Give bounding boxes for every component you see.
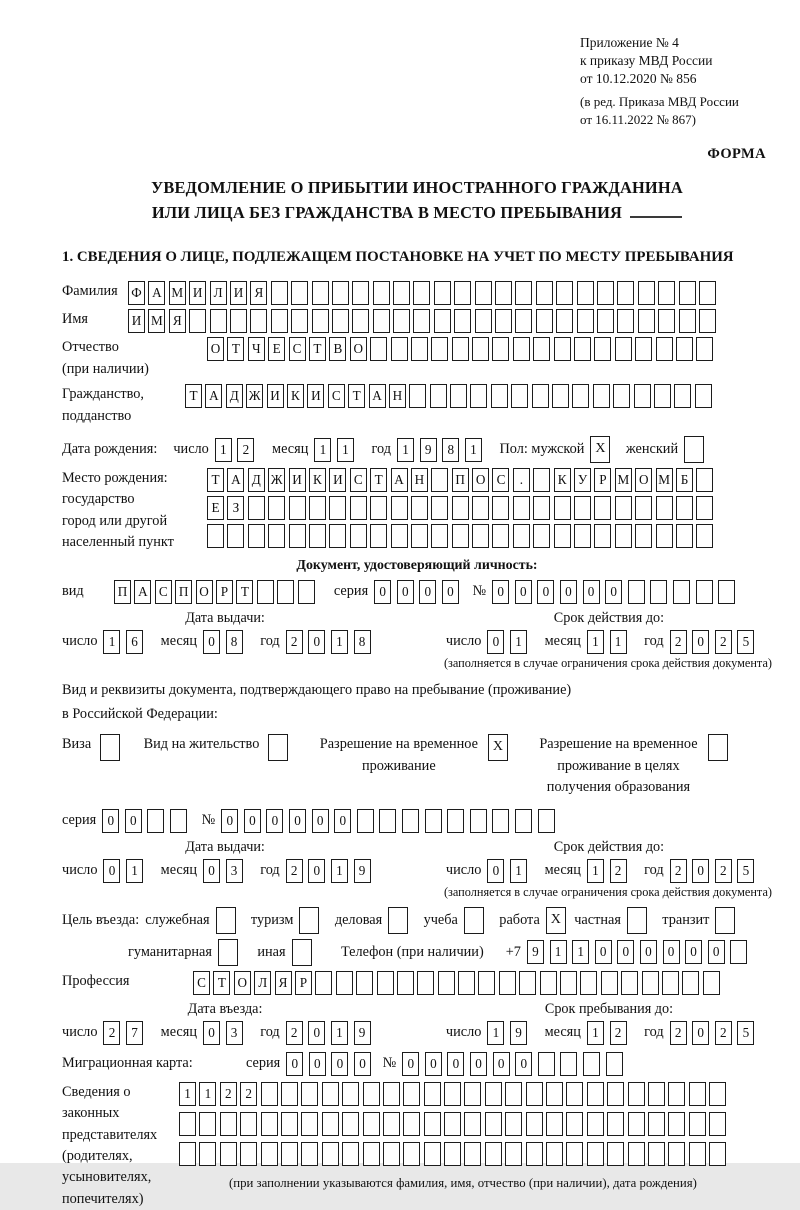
year-word: год [260, 1024, 280, 1041]
purpose-work-checkbox[interactable]: X [546, 907, 569, 934]
permit-dates [62, 839, 772, 883]
doc-validity-note: (заполняется в случае ограничения срока действия документа) [443, 655, 772, 670]
entry-day-cells[interactable]: 2 7 [103, 1021, 148, 1045]
entry-date-group [62, 1001, 388, 1045]
guardians-section [62, 1082, 772, 1210]
birthplace-section [62, 468, 772, 554]
guardians-row3-cells[interactable] [179, 1142, 730, 1166]
form-title-line1: УВЕДОМЛЕНИЕ О ПРИБЫТИИ ИНОСТРАННОГО ГРАЖДАНИНА [151, 178, 683, 198]
purpose-row [62, 907, 772, 934]
permit-series-row [62, 809, 772, 833]
purpose-option-label: служебная [145, 911, 210, 928]
doc-type-label: вид [62, 583, 84, 600]
permit-series-cells[interactable]: 0 0 [102, 809, 192, 833]
profession-label: Профессия [62, 972, 130, 989]
number-word: № [201, 812, 216, 829]
series-word: серия [246, 1055, 281, 1072]
day-word: число [445, 862, 482, 879]
purpose-business-checkbox[interactable] [388, 907, 411, 934]
stay-until-header: Срок пребывания до: [544, 1000, 674, 1017]
permit-validity-note: (заполняется в случае ограничения срока действия документа) [443, 884, 772, 899]
permit-validity-header: Срок действия до: [553, 838, 665, 855]
permit-number-cells[interactable]: 0 0 0 0 0 0 [221, 809, 560, 833]
doc-issue-day-cells[interactable]: 1 6 [103, 630, 148, 654]
day-word: число [445, 1024, 482, 1041]
birthplace-row2-cells[interactable]: Е З [207, 496, 717, 520]
phone-label: Телефон (при наличии) [340, 943, 484, 960]
purpose-option-label: транзит [662, 911, 710, 928]
permit-valid-day-cells[interactable]: 0 1 [487, 859, 532, 883]
temp-residence-edu-checkbox[interactable] [708, 734, 731, 761]
entry-dates [62, 1001, 772, 1045]
month-word: месяц [160, 1024, 197, 1041]
doc-valid-month-cells[interactable]: 1 1 [587, 630, 632, 654]
purpose-option-label: гуманитарная [128, 943, 212, 960]
section1-heading: 1. СВЕДЕНИЯ О ЛИЦЕ, ПОДЛЕЖАЩЕМ ПОСТАНОВКЕ НА УЧЕТ ПО МЕСТУ ПРЕБЫВАНИЯ [62, 249, 734, 266]
temp-residence-option [320, 734, 512, 777]
doc-valid-day-cells[interactable]: 0 1 [487, 630, 532, 654]
birthdate-row [62, 436, 772, 463]
guardians-label: Сведения о законных представителях (родителях, усыновителях, попечителях) [62, 1083, 158, 1207]
citizenship-row [62, 384, 772, 427]
doc-validity-header: Срок действия до: [553, 609, 665, 626]
year-word: год [371, 441, 392, 458]
profession-row [62, 971, 772, 995]
form-title-line2: ИЛИ ЛИЦА БЕЗ ГРАЖДАНСТВА В МЕСТО ПРЕБЫВАНИЯ [62, 201, 772, 226]
birthplace-label: Место рождения: государство город или другой населенный пункт [62, 470, 174, 551]
year-word: год [644, 862, 664, 879]
purpose-study-checkbox[interactable] [464, 907, 487, 934]
number-word: № [472, 583, 487, 600]
guardians-row1-cells[interactable]: 1 1 2 2 [179, 1082, 730, 1106]
sex-female-label: женский [625, 441, 679, 458]
entry-month-cells[interactable]: 0 3 [203, 1021, 248, 1045]
year-word: год [644, 1024, 664, 1041]
form-title [62, 176, 772, 225]
phone-prefix: +7 [505, 943, 521, 960]
patronymic-cells[interactable]: О Т Ч Е С Т В О [207, 337, 717, 361]
surname-cells[interactable]: Ф А М И Л И Я [128, 281, 719, 305]
year-word: год [644, 633, 664, 650]
migration-number-cells[interactable]: 0 0 0 0 0 0 [402, 1052, 628, 1076]
name-row [62, 309, 772, 333]
permit-valid-month-cells[interactable]: 1 2 [587, 859, 632, 883]
permit-issue-day-cells[interactable]: 0 1 [103, 859, 148, 883]
migration-card-row [62, 1052, 772, 1076]
purpose-option-label: туризм [250, 911, 294, 928]
purpose-private-checkbox[interactable] [627, 907, 650, 934]
month-word: месяц [544, 862, 581, 879]
purpose-option-label: деловая [334, 911, 383, 928]
residence-doc-options [62, 734, 772, 798]
patronymic-label: Отчество (при наличии) [62, 339, 149, 377]
entry-year-cells[interactable]: 2 0 1 9 [286, 1021, 376, 1045]
visa-checkbox[interactable] [100, 734, 123, 761]
birth-year-cells[interactable]: 1 9 8 1 [397, 438, 487, 462]
guardians-note: (при заполнении указываются фамилия, имя, отчество (при наличии), дата рождения) [229, 1175, 697, 1190]
temp-residence-edu-label: Разрешение на временное проживание в целях получения образования [539, 736, 698, 796]
doc-issue-group [62, 610, 388, 654]
permit-issue-year-cells[interactable]: 2 0 1 9 [286, 859, 376, 883]
stay-year-cells[interactable]: 2 0 2 5 [670, 1021, 760, 1045]
doc-number-cells[interactable]: 0 0 0 0 0 0 [492, 580, 741, 604]
title-blank-line [630, 202, 682, 218]
residence-permit-option [144, 734, 292, 761]
doc-series-cells[interactable]: 0 0 0 0 [374, 580, 464, 604]
purpose-official-checkbox[interactable] [216, 907, 239, 934]
day-word: число [445, 633, 482, 650]
purpose-tourism-checkbox[interactable] [299, 907, 322, 934]
month-word: месяц [544, 1024, 581, 1041]
appendix-reference [580, 34, 772, 128]
stay-until-group [446, 1001, 772, 1045]
purpose-row2 [128, 939, 772, 966]
purpose-label: Цель въезда: [62, 911, 140, 928]
birth-day-cells[interactable]: 1 2 [215, 438, 260, 462]
month-word: месяц [544, 633, 581, 650]
purpose-option-label: работа [499, 911, 540, 928]
residence-permit-checkbox[interactable] [268, 734, 291, 761]
doc-type-cells[interactable]: П А С П О Р Т [114, 580, 318, 604]
temp-residence-checkbox[interactable]: X [488, 734, 511, 761]
citizenship-label: Гражданство, подданство [62, 386, 144, 424]
name-label: Имя [62, 311, 88, 328]
stay-month-cells[interactable]: 1 2 [587, 1021, 632, 1045]
purpose-transit-checkbox[interactable] [715, 907, 738, 934]
permit-issue-month-cells[interactable]: 0 3 [203, 859, 248, 883]
day-word: число [173, 441, 209, 458]
purpose-humanitarian-checkbox[interactable] [218, 939, 241, 966]
year-word: год [260, 633, 280, 650]
phone-cells[interactable]: 9 1 1 0 0 0 0 0 0 [527, 940, 753, 964]
series-word: серия [333, 583, 369, 600]
entry-date-header: Дата въезда: [187, 1000, 263, 1017]
doc-validity-group [446, 610, 772, 654]
day-word: число [62, 862, 98, 879]
day-word: число [62, 1024, 98, 1041]
patronymic-row [62, 337, 772, 380]
month-word: месяц [160, 633, 197, 650]
sex-male-checkbox[interactable]: X [590, 436, 613, 463]
edition-line-1: (в ред. Приказа МВД России [580, 94, 739, 110]
permit-validity-group [446, 839, 772, 883]
doc-valid-year-cells[interactable]: 2 0 2 5 [670, 630, 760, 654]
guardians-row2-cells[interactable] [179, 1112, 730, 1136]
temp-residence-edu-option [539, 734, 731, 798]
visa-label: Виза [62, 736, 92, 753]
form-label: ФОРМА [707, 146, 766, 163]
doc-issue-year-cells[interactable]: 2 0 1 8 [286, 630, 376, 654]
residence-permit-label: Вид на жительство [143, 736, 260, 753]
purpose-option-label: частная [574, 911, 621, 928]
doc-issue-header: Дата выдачи: [185, 609, 265, 626]
purpose-option-label: иная [257, 943, 286, 960]
name-cells[interactable]: И М Я [128, 309, 719, 333]
number-word: № [382, 1055, 397, 1072]
birthdate-label: Дата рождения: [62, 441, 158, 458]
temp-residence-label: Разрешение на временное проживание [319, 736, 478, 774]
month-word: месяц [160, 862, 197, 879]
day-word: число [62, 633, 98, 650]
permit-valid-year-cells[interactable]: 2 0 2 5 [670, 859, 760, 883]
purpose-other-checkbox[interactable] [292, 939, 315, 966]
migration-series-cells[interactable]: 0 0 0 0 [286, 1052, 376, 1076]
birth-month-cells[interactable]: 1 1 [314, 438, 359, 462]
permit-issue-group [62, 839, 388, 883]
appendix-line-1: Приложение № 4 [580, 35, 679, 50]
identity-doc-dates [62, 610, 772, 654]
birthplace-row3-cells[interactable] [207, 524, 717, 548]
appendix-line-2: к приказу МВД России [580, 53, 713, 69]
purpose-option-label: учеба [423, 911, 458, 928]
appendix-line-3: от 10.12.2020 № 856 [580, 71, 697, 87]
doc-type-row [62, 580, 772, 604]
series-word: серия [62, 812, 97, 829]
residence-doc-intro-1: Вид и реквизиты документа, подтверждающего право на пребывание (проживание) [62, 681, 572, 698]
citizenship-cells[interactable]: Т А Д Ж И К И С Т А Н [185, 384, 715, 408]
sex-female-checkbox[interactable] [684, 436, 707, 463]
migration-card-label: Миграционная карта: [62, 1055, 193, 1072]
visa-option [62, 734, 124, 761]
birthplace-row1-cells[interactable]: Т А Д Ж И К И С Т А Н П О С . К У Р М О М Б [207, 468, 717, 492]
residence-doc-intro-2: в Российской Федерации: [62, 706, 218, 723]
identity-doc-header: Документ, удостоверяющий личность: [296, 557, 538, 573]
permit-issue-header: Дата выдачи: [185, 838, 265, 855]
month-word: месяц [272, 441, 309, 458]
stay-day-cells[interactable]: 1 9 [487, 1021, 532, 1045]
doc-issue-month-cells[interactable]: 0 8 [203, 630, 248, 654]
year-word: год [260, 862, 280, 879]
edition-line-2: от 16.11.2022 № 867) [580, 111, 697, 127]
surname-label: Фамилия [62, 283, 118, 300]
profession-cells[interactable]: С Т О Л Я Р [193, 971, 723, 995]
sex-male-label: Пол: мужской [499, 441, 585, 458]
surname-row [62, 281, 772, 305]
